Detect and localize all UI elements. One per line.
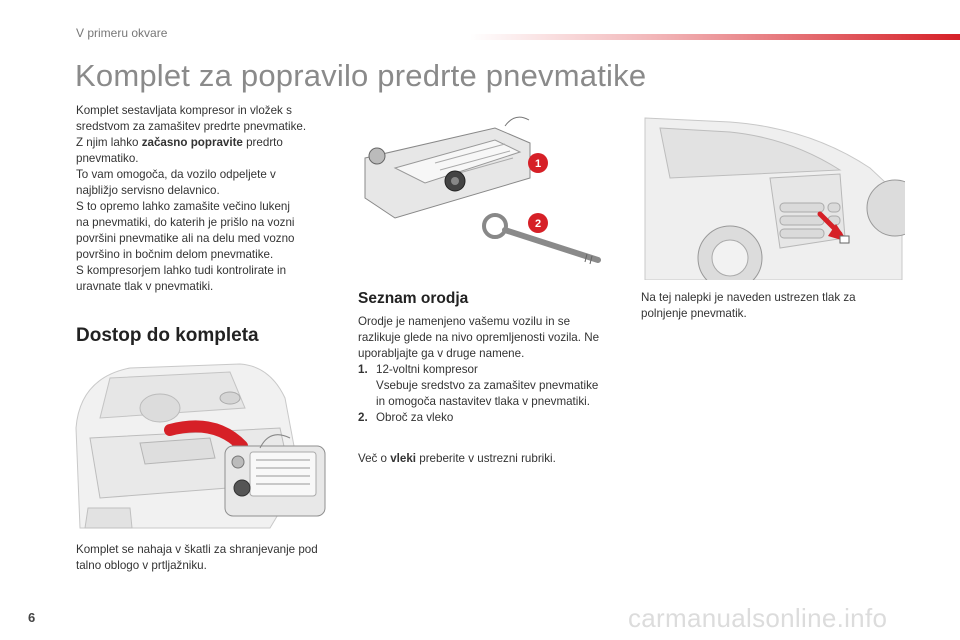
watermark: carmanualsonline.info <box>628 603 888 633</box>
tool-item-title: 12-voltni kompresor <box>376 363 478 376</box>
intro-line: najbližjo servisno delavnico. <box>76 184 220 197</box>
tools-heading: Seznam orodja <box>358 290 469 307</box>
intro-line: na pnevmatiki, do katerih je prišlo na vozni <box>76 216 295 229</box>
intro-line: pnevmatiko. <box>76 152 139 165</box>
tool-item-number: 2. <box>358 411 368 424</box>
intro-text: predrto <box>242 136 283 149</box>
tool-item-desc: Vsebuje sredstvo za zamašitev pnevmatike <box>376 379 599 392</box>
kit-location-line: Komplet se nahaja v škatli za shranjevanje pod <box>76 543 318 556</box>
kit-location-text <box>76 542 346 574</box>
intro-line: To vam omogoča, da vozilo odpeljete v <box>76 168 276 181</box>
pressure-label-line: Na tej nalepki je naveden ustrezen tlak za <box>641 291 856 304</box>
tool-item-title: Obroč za vleko <box>376 411 454 424</box>
intro-line: S to opremo lahko zamašite večino lukenj <box>76 200 290 213</box>
callout-2: 2 <box>534 218 542 230</box>
compressor-icon <box>365 117 530 218</box>
kit-location-line: talno oblogo v prtljažniku. <box>76 559 207 572</box>
tools-line: uporabljajte ga v druge namene. <box>358 347 525 360</box>
see-also-link: vleki <box>390 452 417 465</box>
tool-item-1 <box>358 362 628 378</box>
pressure-label-text <box>641 290 901 322</box>
intro-text: Z njim lahko <box>76 136 142 149</box>
tool-item-desc: in omogoča nastavitev tlaka v pnevmatiki. <box>376 395 590 408</box>
intro-emphasis: začasno popravite <box>141 136 243 149</box>
intro-line: površino in bočnim delom pnevmatike. <box>76 248 274 261</box>
tool-item-2 <box>358 410 628 426</box>
access-heading: Dostop do kompleta <box>76 325 259 346</box>
intro-line: Komplet sestavljata kompresor in vložek s <box>76 104 292 117</box>
car-side-illustration <box>640 108 905 280</box>
intro-line: S kompresorjem lahko tudi kontrolirate in <box>76 264 287 277</box>
header-rule <box>470 34 960 40</box>
see-also-pre: Več o <box>358 452 391 465</box>
pressure-label-line: polnjenje pnevmatik. <box>641 307 747 320</box>
section-header: V primeru okvare <box>76 26 168 40</box>
intro-line: uravnate tlak v pnevmatiki. <box>76 280 214 293</box>
tools-line: Orodje je namenjeno vašemu vozilu in se <box>358 315 571 328</box>
tools-paragraph <box>358 314 628 426</box>
intro-line: sredstvom za zamašitev predrte pnevmatike. <box>76 120 307 133</box>
tools-line: razlikuje glede na nivo opremljenosti vozila. Ne <box>358 331 600 344</box>
see-also-text <box>358 451 628 467</box>
intro-line: površini pnevmatike ali na delu med vozno <box>76 232 295 245</box>
page-title: Komplet za popravilo predrte pnevmatike <box>75 58 647 93</box>
trunk-illustration <box>70 358 340 533</box>
intro-line <box>76 135 346 151</box>
callout-1: 1 <box>534 158 542 170</box>
page-number: 6 <box>28 610 36 625</box>
tool-item-number: 1. <box>358 363 368 376</box>
see-also-post: preberite v ustrezni rubriki. <box>416 452 556 465</box>
intro-paragraph <box>76 103 346 295</box>
tools-illustration <box>355 108 615 278</box>
